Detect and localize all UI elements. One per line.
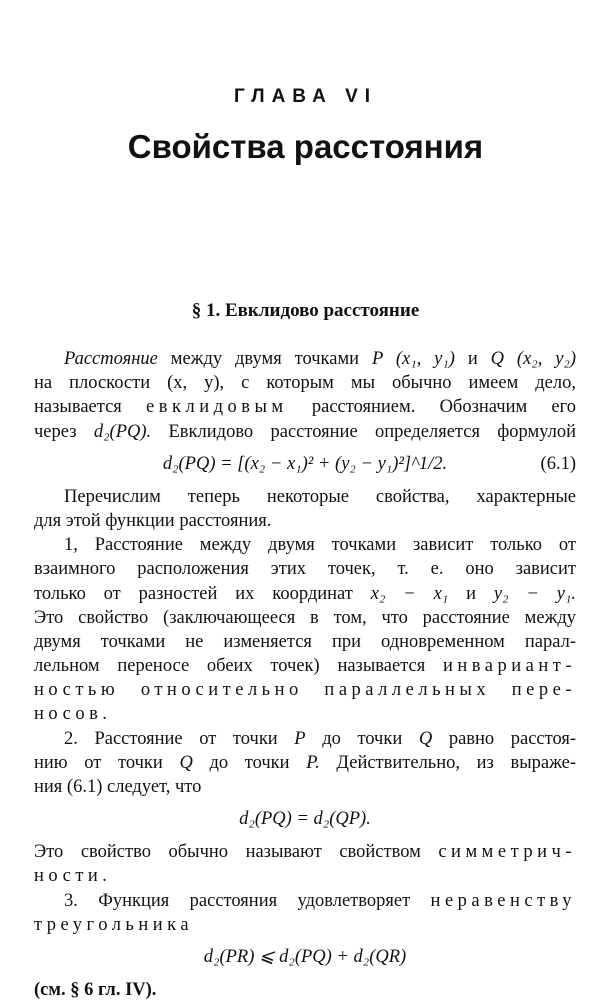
text-line: 1, Расстояние между двумя точками зависит только от (64, 535, 576, 556)
spaced-emphasis: инвариант- (442, 656, 576, 677)
text-line: Это свойство обычно называют свойством симметрич- (34, 842, 576, 863)
spaced-emphasis-line: ности. (34, 866, 112, 887)
equation-triangle-inequality: d₂(PR) ⩽ d₂(PQ) + d₂(QR) (203, 946, 407, 967)
text-line: называется евклидовым расстоянием. Обозначим его (34, 397, 577, 418)
body-text (34, 347, 576, 1002)
text-line: нию от точки Q до точки P. Действительно, из выраже- (34, 752, 577, 773)
spaced-emphasis-line: треугольника (34, 914, 194, 935)
term-italic: Расстояние (64, 349, 158, 369)
text-line: лельном переносе обеих точек) называется инвариант- (34, 656, 576, 677)
text-line: 2. Расстояние от точки P до точки Q равно расстоя- (64, 728, 577, 749)
spaced-emphasis: симметрич- (438, 842, 576, 863)
text-line: только от разностей их координат x₂ − x₁ и y₂ − y₁. (34, 583, 577, 604)
spaced-emphasis-line: носов. (34, 704, 112, 725)
equation-number: (6.1) (540, 453, 576, 474)
spaced-emphasis-line: ностью относительно параллельных пере- (34, 680, 576, 701)
equation-body: d₂(PQ) = [(x₂ − x₁)² + (y₂ − y₁)²]^1/2. (162, 453, 448, 474)
chapter-title: Свойства расстояния (127, 128, 484, 165)
text-line: (см. § 6 гл. IV). (34, 979, 157, 1000)
chapter-label: ГЛАВА VI (233, 86, 378, 107)
text-line: на плоскости (x, y), с которым мы обычно имеем дело, (34, 373, 576, 394)
equation-6-1 (34, 444, 576, 485)
text-line: двумя точками не изменяется при одновременном парал- (34, 631, 576, 652)
text-line: через d₂(PQ). Евклидово расстояние определяется формулой (34, 421, 577, 442)
text-line: Расстояние между двумя точками P (x₁, y₁) и Q (x₂, y₂) (64, 349, 577, 369)
text-line: ния (6.1) следует, что (34, 777, 202, 797)
section-heading: § 1. Евклидово расстояние (191, 300, 420, 321)
text-line: Перечислим теперь некоторые свойства, характерные (64, 486, 576, 507)
text-line: взаимного расположения этих точек, т. е. оно зависит (34, 559, 576, 580)
text-line: 3. Функция расстояния удовлетворяет неравенству (64, 890, 577, 911)
text-line: Это свойство (заключающееся в том, что расстояние между (34, 607, 576, 628)
equation-symmetry: d₂(PQ) = d₂(QP). (239, 809, 371, 830)
text-line: для этой функции расстояния. (34, 510, 272, 531)
spaced-emphasis: евклидовым (146, 397, 288, 418)
spaced-emphasis: неравенству (430, 890, 577, 911)
